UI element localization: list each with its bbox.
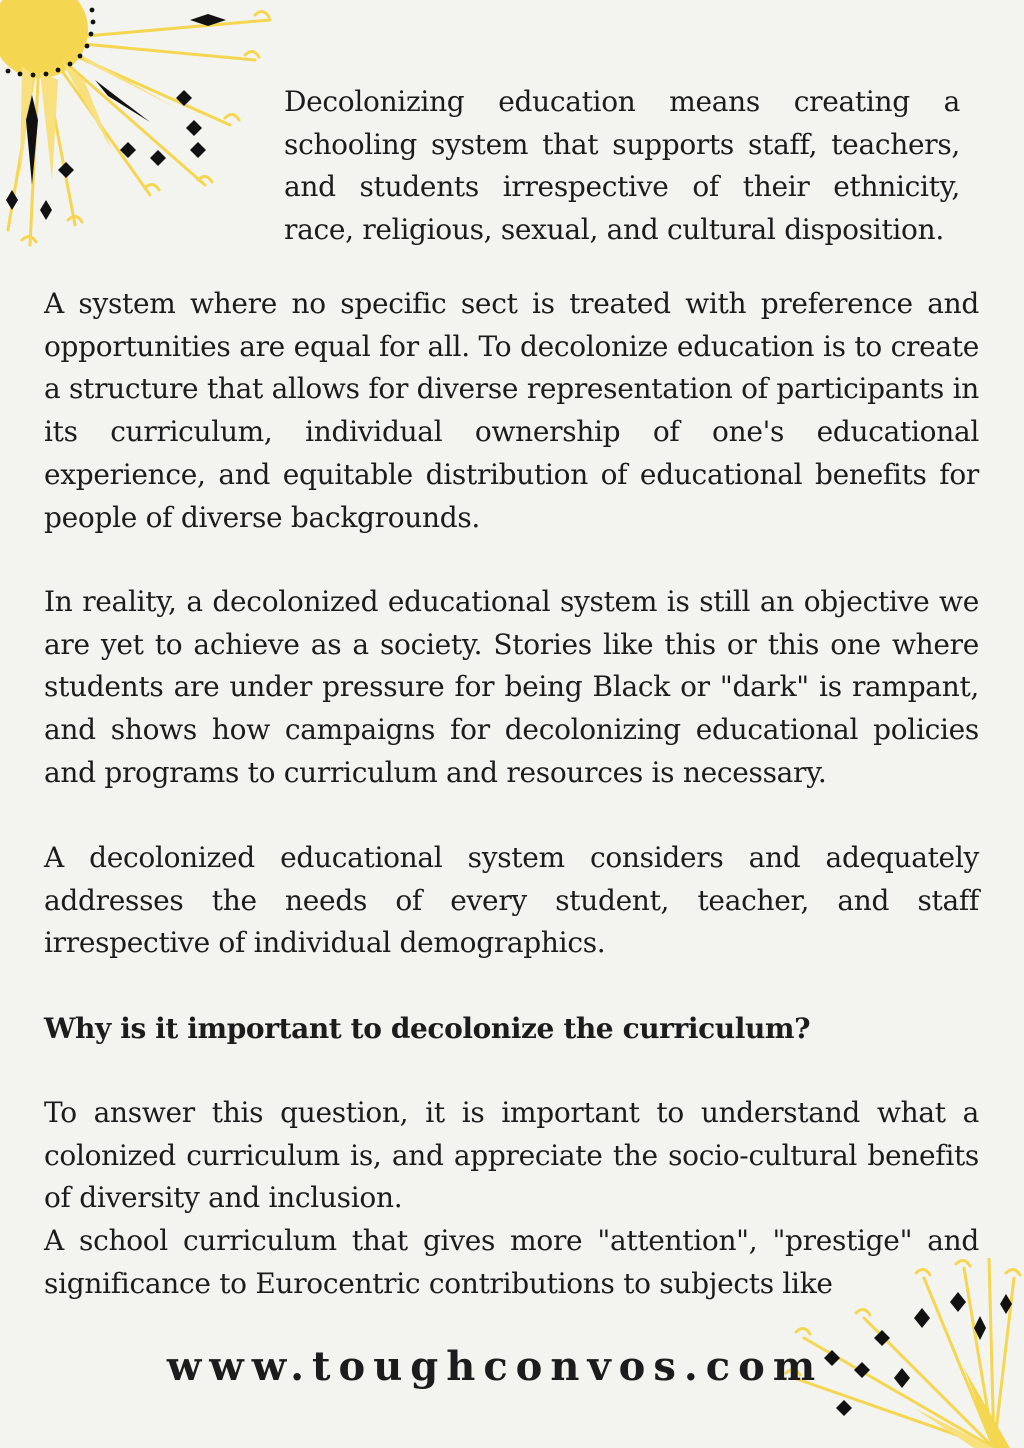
paragraph-reality: In reality, a decolonized educational system is still an objective we are yet to achieve as a society. Stories like this or this one where students are under pressure for being Black or "dark" is rampant, and shows how campaigns for decolonizing educational policies and programs to curriculum and resources is necessary. (44, 585, 979, 789)
section-heading: Why is it important to decolonize the curriculum? (44, 1012, 811, 1045)
website-link[interactable]: www.toughconvos.com (166, 1343, 824, 1390)
paragraph-decolonized-system: A decolonized educational system considers and adequately addresses the needs of every student, teacher, and staff irrespective of individual demographics. (44, 841, 979, 960)
answer-block (44, 1092, 979, 1306)
sunburst-ornament-top-left (0, 0, 300, 280)
curriculum-paragraph: A school curriculum that gives more "attention", "prestige" and significance to Eurocentric contributions to subjects like (44, 1224, 979, 1300)
answer-paragraph: To answer this question, it is important to understand what a colonized curriculum is, and appreciate the socio-cultural benefits of diversity and inclusion. (44, 1096, 979, 1215)
intro-paragraph: Decolonizing education means creating a schooling system that supports staff, teachers, and students irrespective of their ethnicity, race, religious, sexual, and cultural disposition. (284, 85, 960, 247)
paragraph-equal-opportunities: A system where no specific sect is treated with preference and opportunities are equal for all. To decolonize education is to create a structure that allows for diverse representation of participants in its curriculum, individual ownership of one's educational experience, and equitable distribution of educational benefits for people of diverse backgrounds. (44, 287, 979, 534)
